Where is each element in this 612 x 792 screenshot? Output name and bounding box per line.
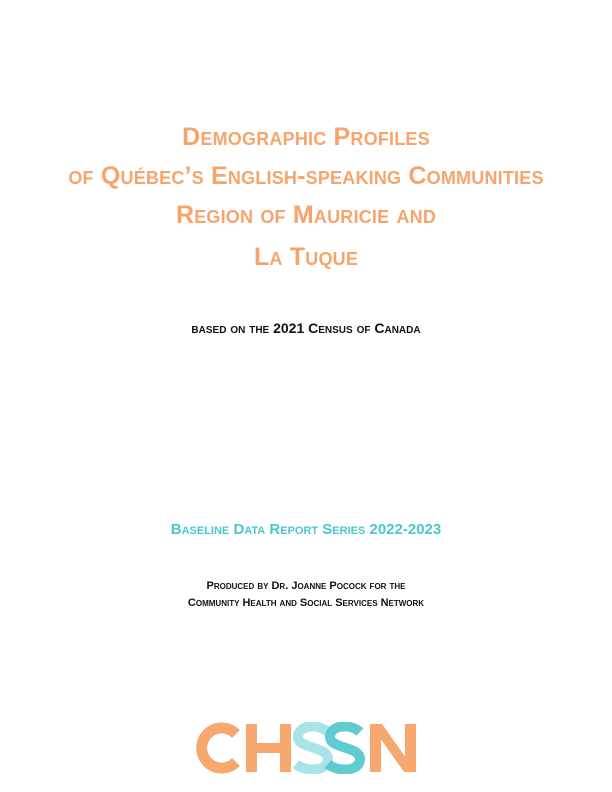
document-title: [0, 118, 612, 277]
logo-letter-s1: [296, 726, 328, 769]
chssn-logo: [196, 722, 420, 774]
report-series: Baseline Data Report Series 2022-2023: [170, 521, 442, 538]
logo-letter-h: [246, 724, 291, 772]
title-line-1: Demographic Profiles: [182, 123, 430, 151]
author-credit-line-1: Produced by Dr. Joanne Pocock for the: [206, 580, 406, 592]
title-line-4: La Tuque: [253, 243, 359, 271]
logo-letter-n: [370, 724, 416, 772]
author-credit: [0, 578, 612, 612]
logo-letter-c: [202, 728, 236, 768]
census-subtitle: based on the 2021 Census of Canada: [191, 320, 421, 336]
logo-letter-s2: [328, 726, 360, 769]
author-credit-line-2: Community Health and Social Services Network: [187, 597, 425, 609]
chssn-logo-graphic: [196, 722, 420, 774]
title-line-3: Region of Mauricie and: [175, 201, 437, 229]
title-line-2: of Québec’s English-speaking Communities: [68, 162, 544, 190]
